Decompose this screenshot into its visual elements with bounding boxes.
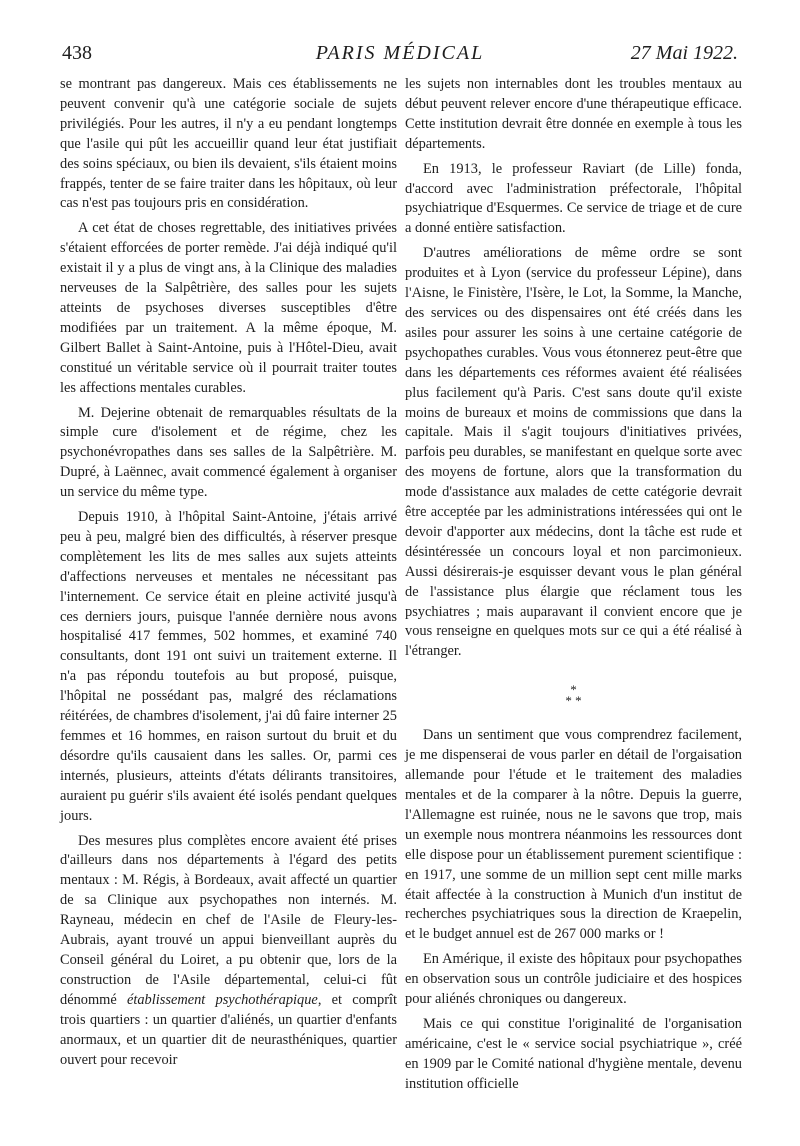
separator-star-top: *	[570, 682, 577, 698]
paragraph: Mais ce qui constitue l'originalité de l'organisation américaine, c'est le « service social psychiatrique », créé en 1909 par le Comité national d'hygiène mentale, devenu institution officielle	[405, 1015, 742, 1092]
separator-stars-bottom: * *	[565, 693, 582, 709]
paragraph	[60, 832, 397, 1071]
right-column	[405, 75, 742, 1095]
italic-term: établissement psychothérapique	[126, 991, 318, 1008]
left-column	[60, 75, 397, 1070]
paragraph-text: Des mesures plus complètes encore avaient été prises d'ailleurs dans nos départements à l'égard des petits mentaux : M. Régis, à Bordeaux, avait affecté un quartier de sa Clinique aux psychopathes non internés. M. Rayneau, médecin en chef de l'Asile de Fleury-les-Aubrais, ayant trouvé un appui bienveillant auprès du Conseil général du Loiret, a pu obtenir que, lors de la construction de l'Asile départemental, celui-ci fût dénommé	[60, 832, 397, 1008]
paragraph: A cet état de choses regrettable, des initiatives privées s'étaient efforcées de porter remède. J'ai déjà indiqué qu'il existait il y a plus de vingt ans, à la Clinique des maladies nerveuses de la Salpêtrière, des salles pour les sujets atteints de psychoses diverses susceptibles d'être modifiées par un traitement. A la même époque, M. Gilbert Ballet à Saint-Antoine, puis à l'Hôtel-Dieu, avait constitué un véritable service où il pourrait traiter toutes les affections mentales curables.	[60, 220, 397, 396]
paragraph: M. Dejerine obtenait de remarquables résultats de la simple cure d'isolement et de régime, chez les psychonévropathes dans ses salles de la Salpêtrière. M. Dupré, à Laënnec, avait commencé également à organiser un service du même type.	[60, 404, 397, 501]
page-number: 438	[62, 42, 92, 64]
issue-date: 27 Mai 1922.	[630, 42, 738, 64]
paragraph: les sujets non internables dont les troubles mentaux au début peuvent relever encore d'une thérapeutique efficace. Cette institution devrait être donnée en exemple à tous les départements.	[405, 76, 742, 152]
paragraph: se montrant pas dangereux. Mais ces établissements ne peuvent convenir qu'à une catégorie sociale de sujets privilégiés. Pour les autres, il n'y a eu pendant longtemps que l'asile qui pût les accueillir quand leur état justifiait des soins spéciaux, ou bien ils devaient, s'ils étaient moins frappés, tenter de se faire traiter dans les hôpitaux, où leur cas n'est pas toujours pris en considération.	[60, 76, 397, 212]
paragraph: Depuis 1910, à l'hôpital Saint-Antoine, j'étais arrivé peu à peu, malgré bien des difficultés, à réserver presque complètement les lits de mes salles aux sujets atteints d'affections nerveuses et mentales ne nécessitant pas l'internement. Ce service était en pleine activité jusqu'à ces derniers jours, puisque l'année dernière nous avons hospitalisé 417 femmes, 502 hommes, et examiné 740 consultants, dont 191 ont suivi un traitement externe. Il n'a pas répondu toutefois au but proposé, puisque, l'hôpital ne possédant pas, malgré des réclamations réitérées, de chambres d'isolement, j'ai dû faire interner 25 femmes et 16 hommes, en raison surtout du bruit et du désordre qu'ils causaient dans les salles. Or, parmi ces internés, plusieurs, atteints d'états délirants transitoires, auraient pu guérir s'ils avaient été isolés pendant quelques jours.	[60, 509, 397, 824]
paragraph: En Amérique, il existe des hôpitaux pour psychopathes en observation sous un contrôle judiciaire et des hospices pour aliénés chroniques ou dangereux.	[405, 951, 742, 1008]
paragraph: D'autres améliorations de même ordre se sont produites et à Lyon (service du professeur Lépine), dans l'Aisne, le Finistère, l'Isère, le Lot, la Somme, la Manche, des services ou des dispensaires ont été créés dans les asiles pour assurer les soins à une certaine catégorie de psychopathes curables. Vous vous étonnerez peut-être que dans les départements ces réformes avaient été réalisées plus facilement qu'à Paris. C'est sans doute qu'il existe moins de bureaux et moins de commissions que dans la capitale. Mais il s'agit toujours d'initiatives privées, parfois peu durables, se manifestant en quelque sorte avec des moyens de fortune, alors que la transformation du mode d'assistance aux malades de cette catégorie devrait être acceptée par les administrations intéressées qui ont le devoir d'apporter aux médecins, dont la tâche est rude et désintéressée un concours loyal et non parcimonieux. Aussi désirerais-je esquisser devant vous le plan général de l'assistance plus élargie que réclament tous les psychiatres ; mais auparavant il convient encore que je vous renseigne en quelques mots sur ce qui a été réalisé à l'étranger.	[405, 245, 742, 660]
paragraph: Dans un sentiment que vous comprendrez facilement, je me dispenserai de vous parler en détail de l'orgaisation allemande pour l'étude et le traitement des maladies mentales et de la comparer à la nôtre. Depuis la guerre, l'Allemagne est ruinée, nous ne le savons que trop, mais un exemple nous montrera néanmoins les ressources dont elle dispose pour un établissement purement scientifique : en 1917, une somme de un million sept cent mille marks était affectée à la construction à Munich d'un institut de recherches psychiatriques sous la direction de Kraepelin, et le budget annuel est de 267 000 marks or !	[405, 727, 742, 943]
page-header	[62, 40, 738, 68]
paragraph: En 1913, le professeur Raviart (de Lille) fonda, d'accord avec l'administration préfectorale, l'hôpital psychiatrique d'Esquermes. Ce service de triage et de cure a donné entière satisfaction.	[405, 160, 742, 237]
paragraph-text: , et comprît trois quartiers : un quartier d'aliénés, un quartier d'enfants anormaux, et un quartier dit de neurasthéniques, quartier ouvert pour recevoir	[60, 991, 397, 1068]
journal-title: PARIS MÉDICAL	[315, 42, 485, 64]
section-separator	[405, 682, 742, 709]
